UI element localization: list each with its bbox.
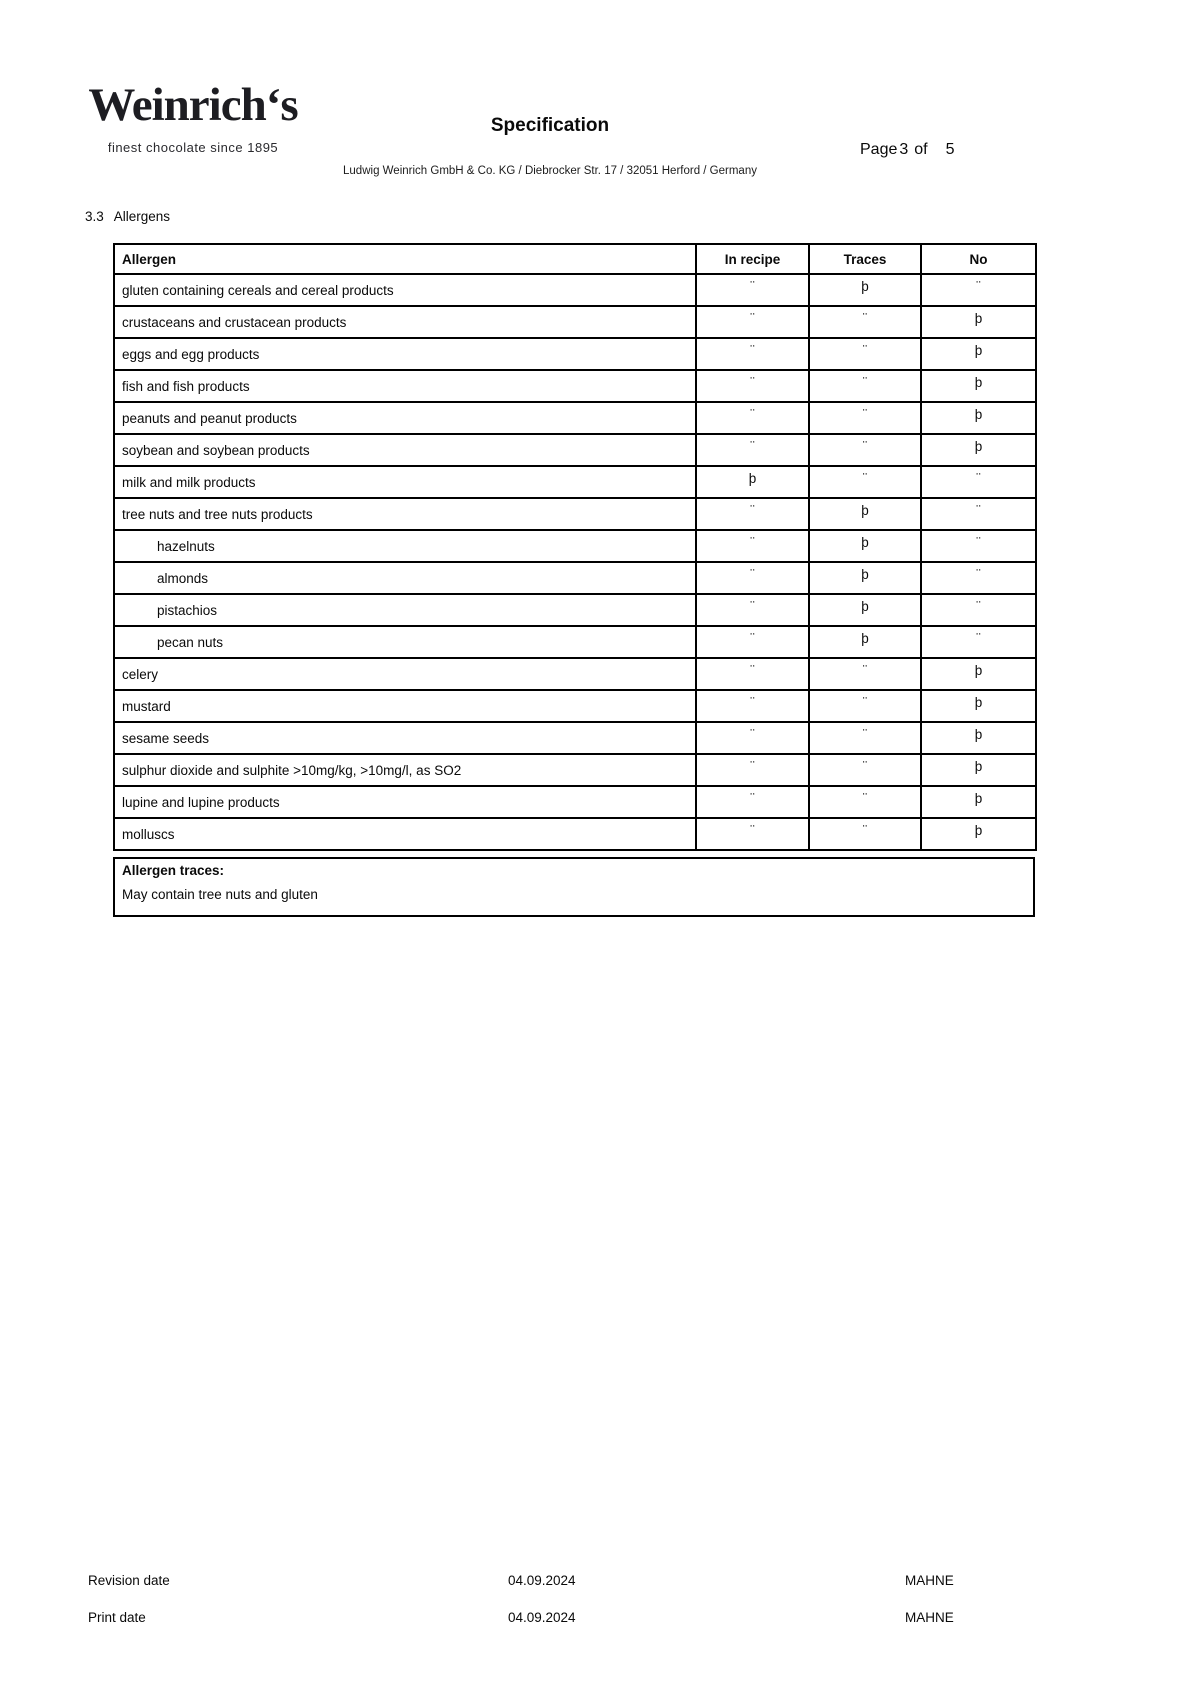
print-date-value: 04.09.2024	[508, 1610, 576, 1625]
table-row	[114, 370, 1036, 402]
no-cell: þ	[921, 434, 1036, 466]
revision-date-label: Revision date	[88, 1573, 170, 1588]
in-recipe-cell: ¨	[696, 722, 809, 754]
allergen-name-cell: pistachios	[114, 594, 696, 626]
table-row	[114, 466, 1036, 498]
traces-cell: þ	[809, 594, 921, 626]
table-row	[114, 530, 1036, 562]
table-row	[114, 274, 1036, 306]
page-title: Specification	[490, 115, 610, 136]
revision-author: MAHNE	[905, 1573, 954, 1588]
allergen-name-cell: soybean and soybean products	[114, 434, 696, 466]
revision-date-value: 04.09.2024	[508, 1573, 576, 1588]
allergen-name-cell: lupine and lupine products	[114, 786, 696, 818]
company-address: Ludwig Weinrich GmbH & Co. KG / Diebrocker Str. 17 / 32051 Herford / Germany	[343, 165, 757, 177]
in-recipe-cell: ¨	[696, 274, 809, 306]
allergen-name-cell: sulphur dioxide and sulphite >10mg/kg, >10mg/l, as SO2	[114, 754, 696, 786]
allergen-traces-box	[113, 857, 1035, 917]
in-recipe-cell: ¨	[696, 626, 809, 658]
no-cell: þ	[921, 818, 1036, 850]
in-recipe-cell: ¨	[696, 818, 809, 850]
traces-cell: ¨	[809, 690, 921, 722]
in-recipe-cell: ¨	[696, 658, 809, 690]
traces-cell: ¨	[809, 402, 921, 434]
in-recipe-cell: ¨	[696, 402, 809, 434]
no-cell: ¨	[921, 530, 1036, 562]
column-header-traces: Traces	[809, 244, 921, 274]
page-number: 3	[899, 141, 909, 158]
allergen-name-cell: sesame seeds	[114, 722, 696, 754]
allergen-name-cell: mustard	[114, 690, 696, 722]
section-number: 3.3	[85, 209, 104, 224]
allergen-name-cell: milk and milk products	[114, 466, 696, 498]
no-cell: ¨	[921, 562, 1036, 594]
traces-cell: ¨	[809, 466, 921, 498]
page-of-label: of	[914, 141, 928, 158]
no-cell: þ	[921, 370, 1036, 402]
table-header-row	[114, 244, 1036, 274]
no-cell: ¨	[921, 626, 1036, 658]
allergen-name-cell: fish and fish products	[114, 370, 696, 402]
table-row	[114, 626, 1036, 658]
in-recipe-cell: ¨	[696, 338, 809, 370]
traces-cell: þ	[809, 562, 921, 594]
in-recipe-cell: ¨	[696, 370, 809, 402]
allergen-name-cell: celery	[114, 658, 696, 690]
traces-cell: ¨	[809, 722, 921, 754]
traces-cell: þ	[809, 274, 921, 306]
in-recipe-cell: þ	[696, 466, 809, 498]
footer-revision-row	[0, 1573, 1190, 1593]
allergen-name-cell: peanuts and peanut products	[114, 402, 696, 434]
in-recipe-cell: ¨	[696, 690, 809, 722]
table-row	[114, 754, 1036, 786]
no-cell: þ	[921, 402, 1036, 434]
allergen-name-cell: gluten containing cereals and cereal products	[114, 274, 696, 306]
allergen-name-cell: almonds	[114, 562, 696, 594]
print-author: MAHNE	[905, 1610, 954, 1625]
table-row	[114, 690, 1036, 722]
no-cell: þ	[921, 690, 1036, 722]
traces-cell: ¨	[809, 786, 921, 818]
in-recipe-cell: ¨	[696, 498, 809, 530]
traces-cell: ¨	[809, 658, 921, 690]
traces-cell: ¨	[809, 754, 921, 786]
in-recipe-cell: ¨	[696, 754, 809, 786]
no-cell: þ	[921, 338, 1036, 370]
allergen-name-cell: eggs and egg products	[114, 338, 696, 370]
traces-cell: ¨	[809, 370, 921, 402]
allergen-name-cell: crustaceans and crustacean products	[114, 306, 696, 338]
column-header-no: No	[921, 244, 1036, 274]
allergen-name-cell: tree nuts and tree nuts products	[114, 498, 696, 530]
traces-cell: þ	[809, 626, 921, 658]
traces-cell: þ	[809, 530, 921, 562]
table-row	[114, 658, 1036, 690]
section-heading	[85, 209, 170, 224]
in-recipe-cell: ¨	[696, 594, 809, 626]
traces-cell: ¨	[809, 306, 921, 338]
brand-wordmark: Weinrich‘s	[88, 79, 298, 131]
table-row	[114, 722, 1036, 754]
no-cell: ¨	[921, 466, 1036, 498]
in-recipe-cell: ¨	[696, 562, 809, 594]
no-cell: ¨	[921, 274, 1036, 306]
no-cell: ¨	[921, 498, 1036, 530]
allergen-traces-label: Allergen traces:	[122, 863, 225, 878]
no-cell: þ	[921, 754, 1036, 786]
print-date-label: Print date	[88, 1610, 146, 1625]
traces-cell: þ	[809, 498, 921, 530]
in-recipe-cell: ¨	[696, 306, 809, 338]
table-row	[114, 594, 1036, 626]
allergen-traces-text: May contain tree nuts and gluten	[122, 887, 318, 902]
table-row	[114, 818, 1036, 850]
table-row	[114, 402, 1036, 434]
no-cell: þ	[921, 306, 1036, 338]
allergen-name-cell: molluscs	[114, 818, 696, 850]
allergen-table	[113, 243, 1037, 851]
traces-cell: ¨	[809, 338, 921, 370]
brand-tagline: finest chocolate since 1895	[107, 140, 279, 155]
in-recipe-cell: ¨	[696, 786, 809, 818]
section-title: Allergens	[113, 209, 171, 224]
no-cell: ¨	[921, 594, 1036, 626]
in-recipe-cell: ¨	[696, 530, 809, 562]
table-row	[114, 786, 1036, 818]
table-row	[114, 306, 1036, 338]
column-header-in-recipe: In recipe	[696, 244, 809, 274]
allergen-name-cell: pecan nuts	[114, 626, 696, 658]
footer-print-row	[0, 1610, 1190, 1630]
in-recipe-cell: ¨	[696, 434, 809, 466]
table-row	[114, 498, 1036, 530]
no-cell: þ	[921, 658, 1036, 690]
table-row	[114, 434, 1036, 466]
traces-cell: ¨	[809, 818, 921, 850]
page-indicator	[860, 141, 955, 159]
no-cell: þ	[921, 722, 1036, 754]
page-total: 5	[945, 141, 955, 158]
table-row	[114, 338, 1036, 370]
allergen-name-cell: hazelnuts	[114, 530, 696, 562]
table-row	[114, 562, 1036, 594]
no-cell: þ	[921, 786, 1036, 818]
column-header-allergen: Allergen	[114, 244, 696, 274]
traces-cell: ¨	[809, 434, 921, 466]
page-label: Page	[860, 141, 898, 158]
